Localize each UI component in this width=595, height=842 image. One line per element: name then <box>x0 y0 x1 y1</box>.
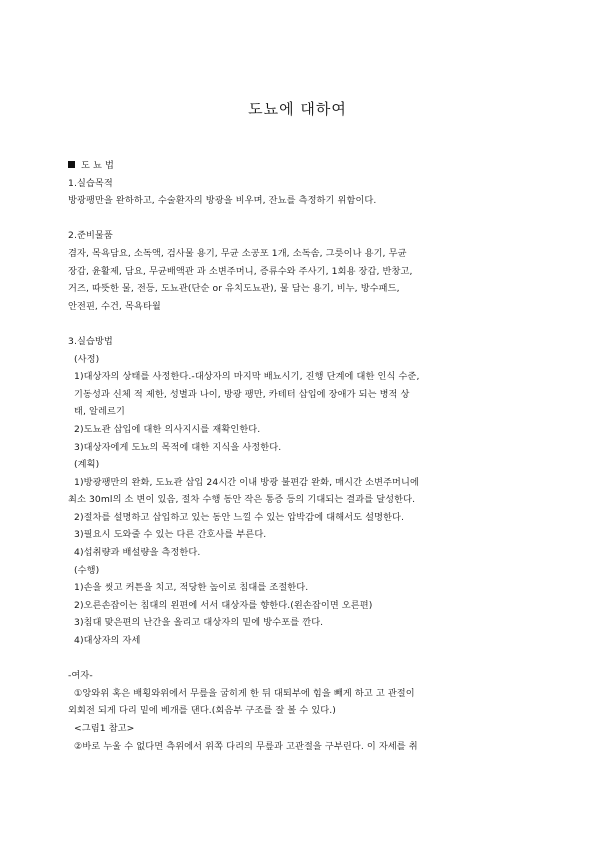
assessment-label: (사정) <box>74 353 100 365</box>
female-item: 외회전 되게 다리 밑에 베개를 댄다.(회음부 구조를 잘 볼 수 있다.) <box>68 705 336 717</box>
planning-item: 3)필요시 도와줄 수 있는 다른 간호사를 부른다. <box>74 529 267 541</box>
female-item: ②바로 누울 수 없다면 측위에서 위쪽 다리의 무릎과 고관절을 구부린다. 이 자세를 취 <box>74 740 418 752</box>
implementation-item: 1)손을 씻고 커튼을 치고, 적당한 높이로 침대를 조절한다. <box>74 582 309 594</box>
document-title: 도뇨에 대하여 <box>248 100 347 118</box>
document-body <box>68 157 546 755</box>
implementation-item: 4)대상자의 자세 <box>74 635 141 647</box>
figure-reference: <그림1 참고> <box>74 723 135 734</box>
assessment-item: 2)도뇨관 삽입에 대한 의사지시를 재확인한다. <box>74 423 261 435</box>
assessment-item: 1)대상자의 상태를 사정한다.-대상자의 마지막 배뇨시기, 진행 단계에 대한 인식 수준, <box>74 371 420 383</box>
section3-heading: 3.실습방법 <box>68 335 113 347</box>
planning-item: 최소 30ml의 소 변이 있음, 절차 수행 동안 작은 통증 등의 기대되는 결과를 달성한다. <box>68 494 416 506</box>
spacer <box>68 315 546 333</box>
planning-label: (계획) <box>74 459 100 471</box>
supplies-line: 겸자, 목욕담요, 소독액, 검사물 용기, 무균 소공포 1개, 소독솜, 그릇이나 용기, 무균 <box>68 247 407 259</box>
assessment-item: 기동성과 신체 적 제한, 성별과 나이, 방광 팽만, 카테터 삽입에 장애가 되는 병적 상 <box>74 388 410 400</box>
planning-item: 1)방광팽만의 완화, 도뇨관 삽입 24시간 이내 방광 불편감 완화, 매시간 소변주머니에 <box>74 476 419 488</box>
supplies-line: 안전핀, 수건, 목욕타월 <box>68 300 161 312</box>
female-item: ①앙와위 혹은 배횡와위에서 무릎을 굽히게 한 뒤 대퇴부에 힘을 빼게 하고 고 관절이 <box>74 687 415 699</box>
section1-heading: 1.실습목적 <box>68 177 113 189</box>
supplies-line: 거즈, 따뜻한 물, 전등, 도뇨관(단순 or 유치도뇨관), 물 담는 용기, 비누, 방수패드, <box>68 283 400 295</box>
implementation-item: 2)오른손잡이는 침대의 왼편에 서서 대상자를 향한다.(왼손잡이면 오른편) <box>74 599 373 611</box>
implementation-label: (수행) <box>74 564 100 576</box>
supplies-line: 장갑, 윤활제, 담요, 무균배액관 과 소변주머니, 증류수와 주사기, 1회용 장갑, 반창고, <box>68 265 413 277</box>
section1-body: 방광팽만을 완하하고, 수술환자의 방광을 비우며, 잔뇨를 측정하기 위함이다. <box>68 195 377 207</box>
section-heading-line <box>68 157 546 175</box>
spacer <box>68 650 546 668</box>
planning-item: 2)절차를 설명하고 삽입하고 있는 동안 느낄 수 있는 압박감에 대해서도 설명한다. <box>74 511 405 523</box>
black-square-bullet-icon <box>68 161 75 168</box>
assessment-item: 태, 알레르기 <box>74 406 125 418</box>
female-label: -여자- <box>68 670 93 682</box>
section-heading: 도 뇨 법 <box>81 160 114 171</box>
assessment-item: 3)대상자에게 도뇨의 목적에 대한 지식을 사정한다. <box>74 441 282 453</box>
spacer <box>68 210 546 228</box>
implementation-item: 3)침대 맞은편의 난간을 올리고 대상자의 밑에 방수포를 깐다. <box>74 617 324 629</box>
planning-item: 4)섭취량과 배설량을 측정한다. <box>74 547 201 559</box>
section2-heading: 2.준비물품 <box>68 230 113 242</box>
